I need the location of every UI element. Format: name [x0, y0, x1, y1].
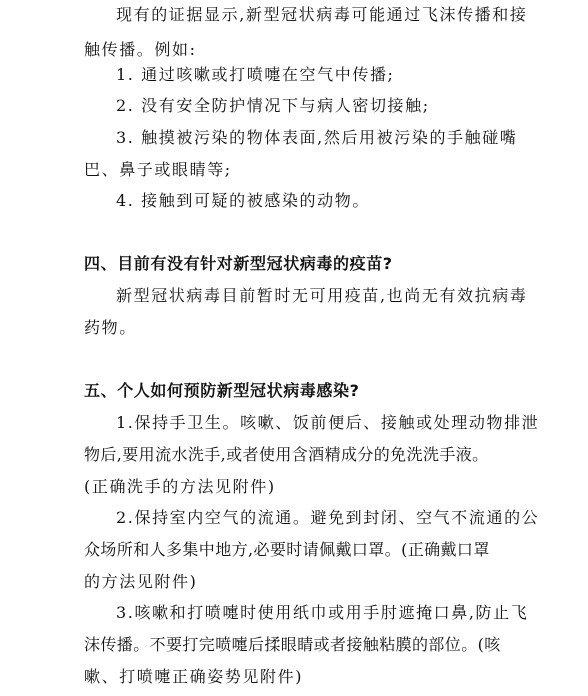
- transmission-item-3-line-1: 3. 触摸被污染的物体表面,然后用被污染的手触碰嘴: [116, 128, 518, 147]
- section-5-item-2-line-3: 的方法见附件): [84, 572, 198, 591]
- transmission-item-4: 4. 接触到可疑的被感染的动物。: [116, 191, 370, 210]
- transmission-item-2: 2. 没有安全防护情况下与病人密切接触;: [116, 96, 430, 115]
- section-5-item-2-line-1: 2.保持室内空气的流通。避免到封闭、空气不流通的公: [116, 508, 540, 527]
- section-5-item-3-line-2: 沫传播。不要打完喷嚏后揉眼睛或者接触粘膜的部位。(咳: [84, 635, 501, 654]
- section-5-item-3-line-3: 嗽、打喷嚏正确姿势见附件): [84, 667, 304, 686]
- section-4-body-line-2: 药物。: [84, 318, 137, 337]
- section-4-heading: 四、目前有没有针对新型冠状病毒的疫苗?: [84, 254, 393, 273]
- transmission-item-3-line-2: 巴、鼻子或眼睛等;: [84, 160, 232, 179]
- section-5-heading: 五、个人如何预防新型冠状病毒感染?: [84, 381, 360, 400]
- intro-line-1: 现有的证据显示,新型冠状病毒可能通过飞沫传播和接: [116, 5, 528, 24]
- section-5-item-1-line-2: 物后,要用流水洗手,或者使用含酒精成分的免洗洗手液。: [84, 445, 489, 464]
- section-5-item-1-line-3: (正确洗手的方法见附件): [84, 477, 276, 496]
- section-5-item-1-line-1: 1.保持手卫生。咳嗽、饭前便后、接触或处理动物排泄: [116, 413, 540, 432]
- section-4-body-line-1: 新型冠状病毒目前暂时无可用疫苗,也尚无有效抗病毒: [116, 286, 528, 305]
- section-5-item-3-line-1: 3.咳嗽和打喷嚏时使用纸巾或用手肘遮掩口鼻,防止飞: [116, 603, 529, 622]
- transmission-item-1: 1. 通过咳嗽或打喷嚏在空气中传播;: [116, 65, 395, 84]
- section-5-item-2-line-2: 众场所和人多集中地方,必要时请佩戴口罩。(正确戴口罩: [84, 540, 490, 559]
- intro-line-2: 触传播。例如:: [84, 40, 197, 59]
